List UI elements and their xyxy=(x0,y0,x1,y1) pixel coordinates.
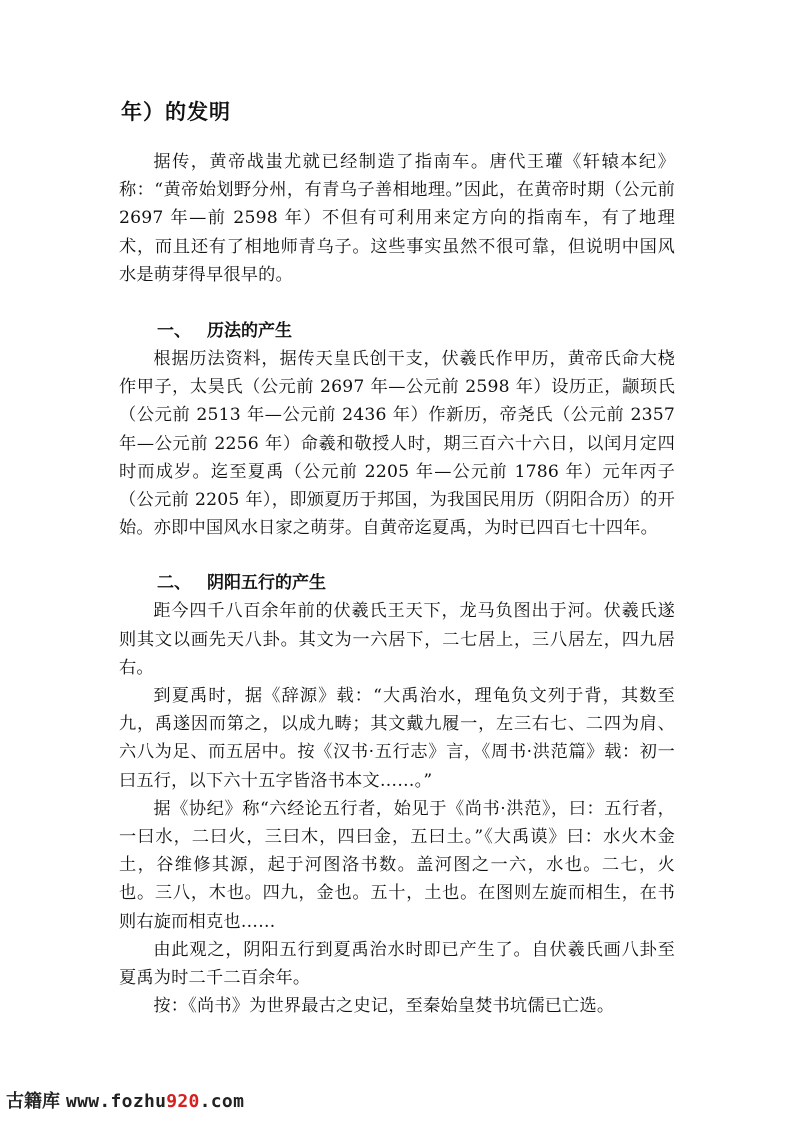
section-1-number: 一、 xyxy=(157,321,191,342)
footer-site-accent: 920 xyxy=(166,1091,200,1112)
section-1-title: 历法的产生 xyxy=(207,321,292,342)
footer-watermark xyxy=(6,1087,244,1113)
spacer xyxy=(119,289,675,317)
spacer xyxy=(119,542,675,569)
section-2-paragraph-5: 按：《尚书》为世界最古之史记，至秦始皇焚书坑儒已亡选。 xyxy=(153,996,615,1017)
footer-site-link[interactable] xyxy=(66,1091,244,1112)
footer-site-prefix: www.fozhu xyxy=(66,1091,167,1112)
section-1-paragraph: 根据历法资料，据传天皇氏创干支，伏羲氏作甲历，黄帝氏命大桡作甲子，太昊氏（公元前 2697 年—公元前 2598 年）设历正，颛顼氏（公元前 2513 年—公元前 2436 年）作新历，帝尧氏（公元前 2357 年—公元前 2256 年）命羲和敬授人时，期三百六十六日，以闰月定四时而成岁。迄至夏禹（公元前 2205 年—公元前 1786 年）元年丙子（公元前 2205 年），即颁夏历于邦国，为我国民用历（阴阳合历）的开始。亦即中国风水日家之萌芽。自黄帝迄夏禹，为时已四百七十四年。 xyxy=(119,349,675,539)
section-2-paragraph-2: 到夏禹时，据《辞源》载：“大禹治水，理龟负文列于背，其数至九，禹遂因而第之，以成九畴；其文戴九履一，左三右七、二四为肩、六八为足、而五居中。按《汉书·五行志》言，《周书·洪范篇》载：初一曰五行，以下六十五字皆洛书本文……。” xyxy=(119,686,675,791)
section-2-number: 二、 xyxy=(157,573,191,594)
section-1-heading xyxy=(119,317,675,345)
intro-paragraph: 据传，黄帝战蚩尤就已经制造了指南车。唐代王瓘《轩辕本纪》称：“黄帝始划野分州，有青乌子善相地理。”因此，在黄帝时期（公元前 2697 年—前 2598 年）不但有可利用来定方向的指南车，有了地理术，而且还有了相地师青乌子。这些事实虽然不很可靠，但说明中国风水是萌芽得早很早的。 xyxy=(119,152,675,285)
section-2-title: 阴阳五行的产生 xyxy=(207,573,326,594)
section-2-paragraph-4: 由此观之，阴阳五行到夏禹治水时即已产生了。自伏羲氏画八卦至夏禹为时二千二百余年。 xyxy=(119,939,675,989)
document-body xyxy=(119,148,675,1020)
section-2-paragraph-3: 据《协纪》称“六经论五行者，始见于《尚书·洪范》，曰：五行者，一曰水，二曰火，三曰木，四曰金，五曰土。”《大禹谟》曰：水火木金土，谷维修其源，起于河图洛书数。盖河图之一六，水也。二七，火也。三八，木也。四九，金也。五十，土也。在图则左旋而相生，在书则右旋而相克也…… xyxy=(119,798,675,932)
section-2-paragraph-1: 距今四千八百余年前的伏羲氏王天下，龙马负图出于河。伏羲氏遂则其文以画先天八卦。其文为一六居下，二七居上，三八居左，四九居右。 xyxy=(119,601,675,678)
footer-site-suffix: .com xyxy=(199,1091,245,1112)
page-heading: 年）的发明 xyxy=(121,100,231,124)
section-2-heading xyxy=(119,569,675,597)
footer-brand: 古籍库 xyxy=(6,1091,60,1112)
